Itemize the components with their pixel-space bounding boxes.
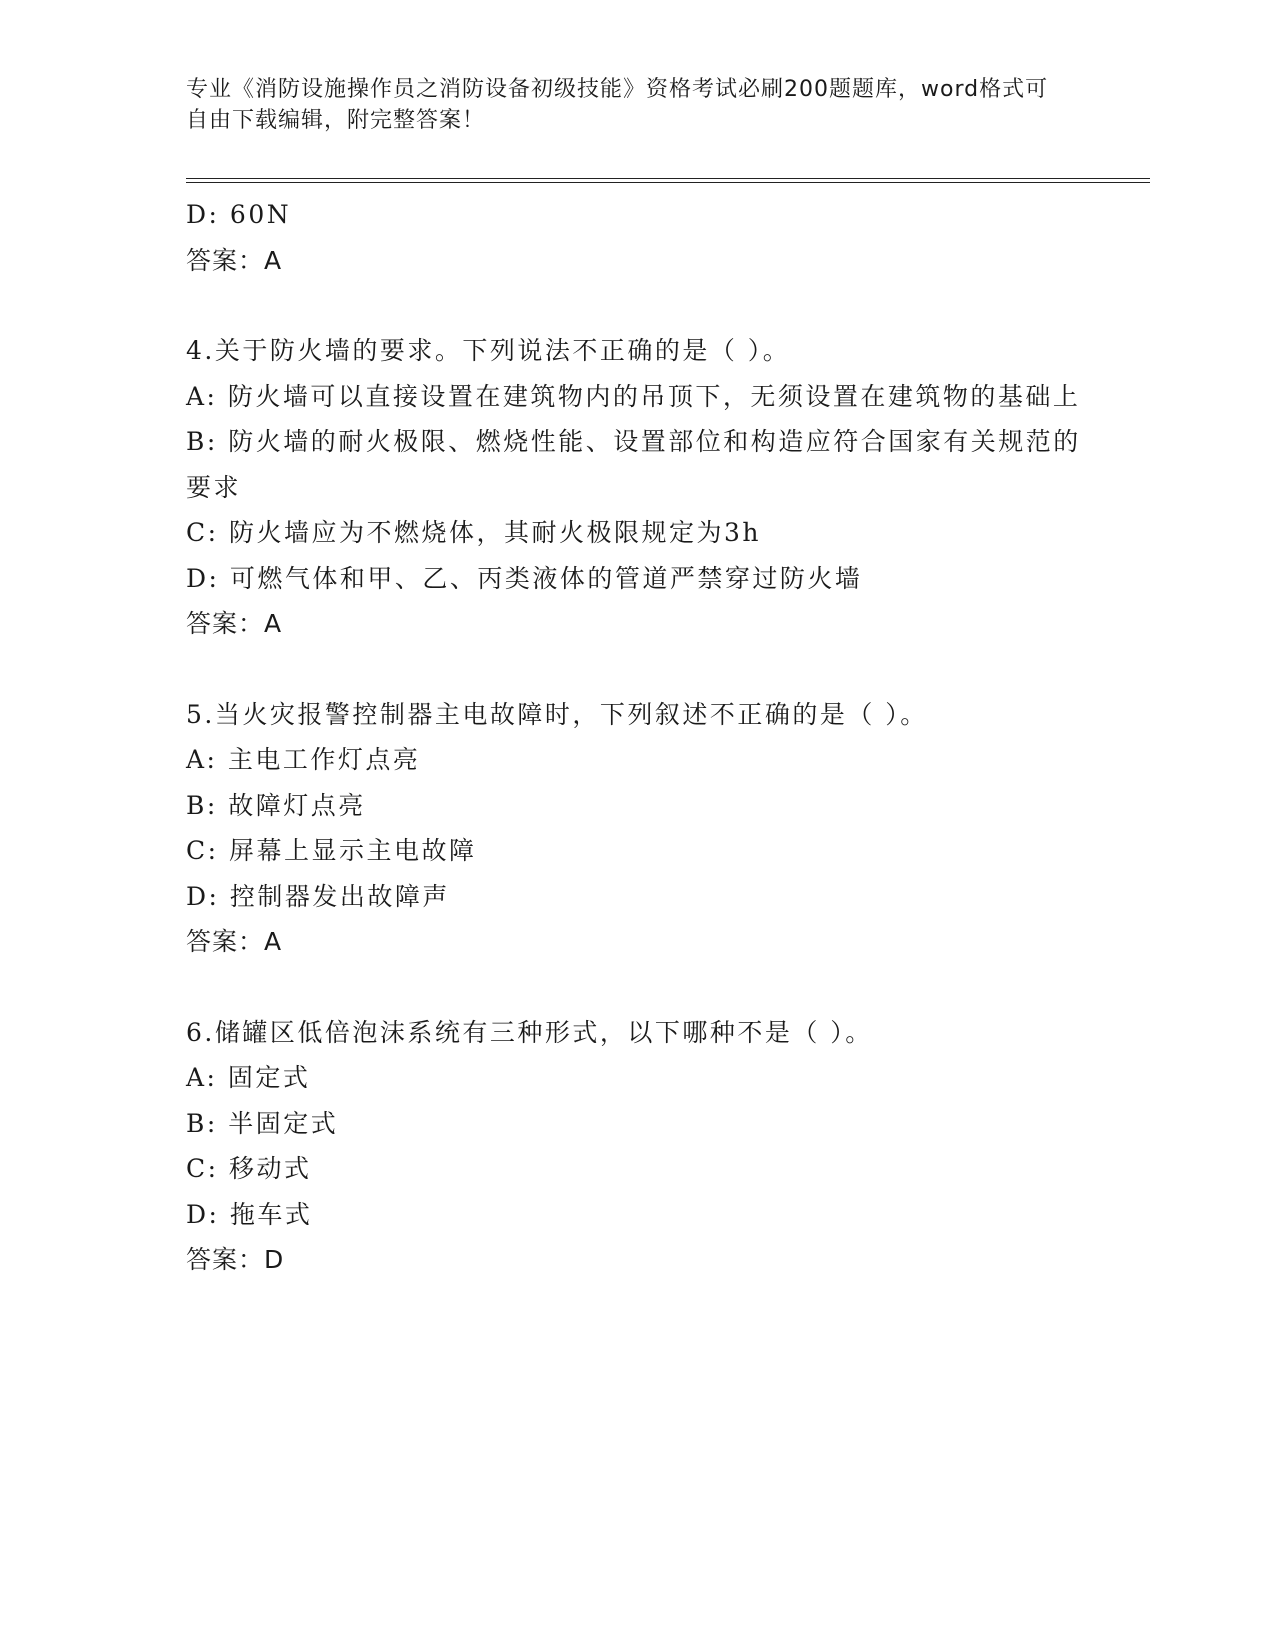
option-d: D: 拖车式 <box>186 1199 313 1229</box>
option-b: B: 故障灯点亮 <box>186 790 366 820</box>
answer-line: 答案：A <box>186 245 283 275</box>
answer-line: 答案：D <box>186 1245 285 1274</box>
header-divider <box>186 178 1150 179</box>
spacer <box>186 283 1086 328</box>
option-c: C: 防火墙应为不燃烧体，其耐火极限规定为3h <box>186 518 762 547</box>
option-c: C: 移动式 <box>186 1154 312 1183</box>
question-4 <box>186 328 1086 647</box>
question-content <box>186 192 1086 1283</box>
previous-question-tail <box>186 192 1086 283</box>
header-divider <box>186 182 1150 183</box>
document-header: 专业《消防设施操作员之消防设备初级技能》资格考试必刷200题题库，word格式可自由下载编辑，附完整答案！ <box>186 77 1049 133</box>
option-a: A: 防火墙可以直接设置在建筑物内的吊顶下，无须设置在建筑物的基础上 <box>186 381 1081 411</box>
question-stem: 5.当火灾报警控制器主电故障时，下列叙述不正确的是（ ）。 <box>186 699 928 729</box>
question-stem: 4.关于防火墙的要求。下列说法不正确的是（ ）。 <box>186 336 791 365</box>
option-d: D: 可燃气体和甲、乙、丙类液体的管道严禁穿过防火墙 <box>186 563 863 593</box>
question-6 <box>186 1010 1086 1283</box>
question-stem: 6.储罐区低倍泡沫系统有三种形式，以下哪种不是（ ）。 <box>186 1017 873 1047</box>
answer-line: 答案：A <box>186 927 283 956</box>
option-b: B: 半固定式 <box>186 1108 339 1138</box>
spacer <box>186 647 1086 692</box>
option-b: B: 防火墙的耐火极限、燃烧性能、设置部位和构造应符合国家有关规范的要求 <box>186 427 1081 502</box>
spacer <box>186 965 1086 1010</box>
question-5 <box>186 692 1086 965</box>
option-d: D: 控制器发出故障声 <box>186 881 450 911</box>
option-c: C: 屏幕上显示主电故障 <box>186 836 477 865</box>
option-a: A: 主电工作灯点亮 <box>186 745 421 774</box>
option-d: D: 60N <box>186 200 292 229</box>
option-a: A: 固定式 <box>186 1063 311 1092</box>
answer-line: 答案：A <box>186 609 283 638</box>
